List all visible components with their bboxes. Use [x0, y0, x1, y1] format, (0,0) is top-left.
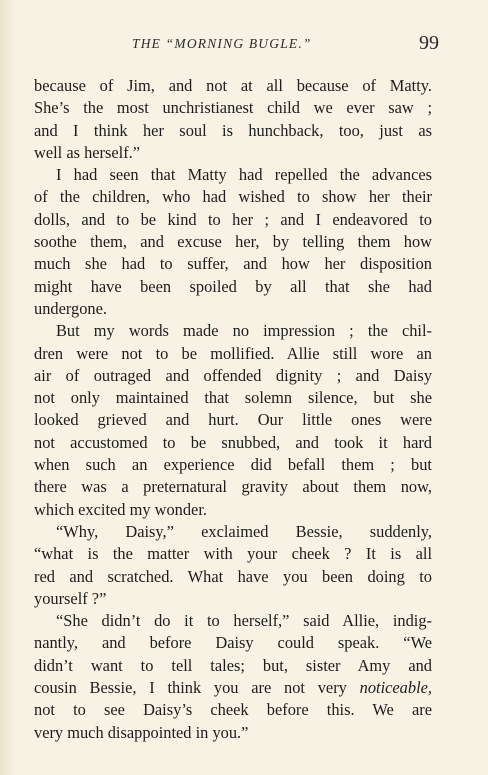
emphasized-word: noticeable,	[359, 678, 432, 698]
text-line: very much disappointed in you.”	[34, 722, 249, 742]
text-line: much she had to suffer, and how her disposition	[34, 254, 432, 274]
paragraph	[34, 610, 432, 744]
text-fragment: cousin Bessie, I think you are not very	[34, 678, 360, 698]
text-line: and I think her soul is hunchback, too, just as	[34, 120, 432, 140]
text-line: She’s the most unchristianest child we ever saw ;	[34, 98, 432, 118]
running-title: THE “MORNING BUGLE.”	[132, 36, 312, 51]
text-line: “Why, Daisy,” exclaimed Bessie, suddenly,	[56, 521, 432, 541]
text-line: air of outraged and offended dignity ; and Daisy	[34, 365, 432, 385]
text-line: didn’t want to tell tales; but, sister Amy and	[34, 655, 432, 675]
text-line: yourself ?”	[34, 588, 107, 608]
text-line: soothe them, and excuse her, by telling them how	[34, 232, 432, 252]
text-line-with-emphasis	[34, 677, 432, 699]
text-line: which excited my wonder.	[34, 499, 207, 519]
paragraph	[34, 164, 432, 320]
text-line: looked grieved and hurt. Our little ones were	[34, 410, 432, 430]
paragraph	[34, 320, 432, 521]
text-line: of the children, who had wished to show her their	[34, 187, 432, 207]
page-edge	[0, 0, 14, 775]
text-line: not to see Daisy’s cheek before this. We are	[34, 700, 432, 720]
text-line: red and scratched. What have you been doing to	[34, 566, 432, 586]
text-line: “She didn’t do it to herself,” said Allie, indig-	[56, 611, 432, 631]
text-line: when such an experience did befall them ; but	[34, 455, 432, 475]
page-text	[34, 75, 432, 744]
text-line: undergone.	[34, 298, 107, 318]
text-line: because of Jim, and not at all because of Matty.	[34, 76, 432, 95]
text-line: there was a preternatural gravity about them now,	[34, 477, 432, 497]
text-line: not accustomed to be snubbed, and took it hard	[34, 432, 432, 452]
paragraph	[34, 75, 432, 164]
text-line: not only maintained that solemn silence, but she	[34, 388, 432, 408]
text-line: dolls, and to be kind to her ; and I endeavored to	[34, 209, 432, 229]
text-line: I had seen that Matty had repelled the advances	[56, 165, 432, 185]
text-line: well as herself.”	[34, 142, 141, 162]
text-line: dren were not to be mollified. Allie still wore an	[34, 343, 432, 363]
text-line: But my words made no impression ; the chil-	[56, 321, 432, 341]
text-line: might have been spoiled by all that she had	[34, 276, 432, 296]
paragraph	[34, 521, 432, 610]
text-line: nantly, and before Daisy could speak. “We	[34, 633, 432, 653]
text-line: “what is the matter with your cheek ? It is all	[34, 544, 432, 564]
page-number: 99	[419, 32, 439, 54]
